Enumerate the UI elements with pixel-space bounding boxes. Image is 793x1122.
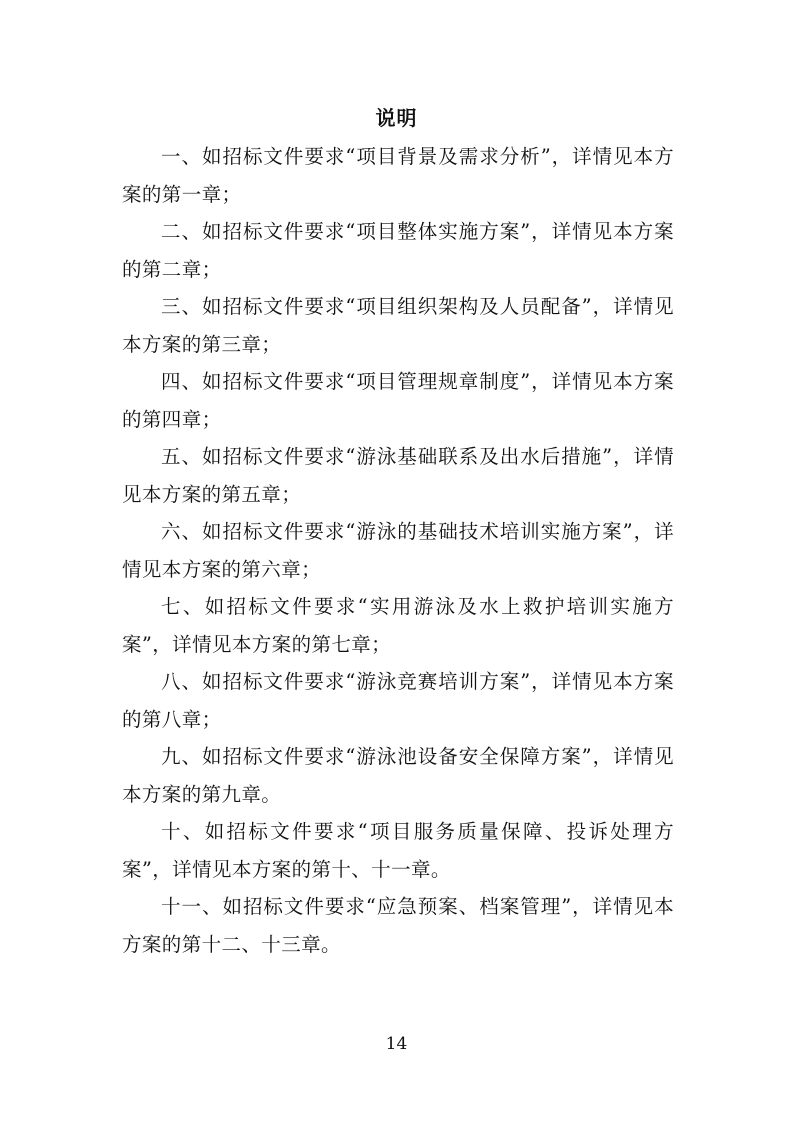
paragraph-7: 七、如招标文件要求“实用游泳及水上救护培训实施方案”，详情见本方案的第七章； bbox=[122, 595, 674, 656]
page-number: 14 bbox=[385, 1034, 408, 1054]
paragraph-5: 五、如招标文件要求“游泳基础联系及出水后措施”，详情见本方案的第五章； bbox=[122, 445, 674, 506]
page-title: 说明 bbox=[375, 106, 418, 130]
document-body bbox=[122, 138, 674, 963]
paragraph-4: 四、如招标文件要求“项目管理规章制度”，详情见本方案的第四章； bbox=[122, 370, 674, 431]
paragraph-8: 八、如招标文件要求“游泳竞赛培训方案”，详情见本方案的第八章； bbox=[122, 670, 674, 731]
paragraph-1: 一、如招标文件要求“项目背景及需求分析”，详情见本方案的第一章； bbox=[122, 145, 674, 206]
paragraph-2: 二、如招标文件要求“项目整体实施方案”，详情见本方案的第二章； bbox=[122, 220, 674, 281]
paragraph-10: 十、如招标文件要求“项目服务质量保障、投诉处理方案”，详情见本方案的第十、十一章。 bbox=[122, 820, 674, 881]
paragraph-11: 十一、如招标文件要求“应急预案、档案管理”，详情见本方案的第十二、十三章。 bbox=[122, 895, 674, 956]
paragraph-9: 九、如招标文件要求“游泳池设备安全保障方案”，详情见本方案的第九章。 bbox=[122, 745, 674, 806]
paragraph-3: 三、如招标文件要求“项目组织架构及人员配备”，详情见本方案的第三章； bbox=[122, 295, 674, 356]
paragraph-6: 六、如招标文件要求“游泳的基础技术培训实施方案”，详情见本方案的第六章； bbox=[122, 520, 674, 581]
